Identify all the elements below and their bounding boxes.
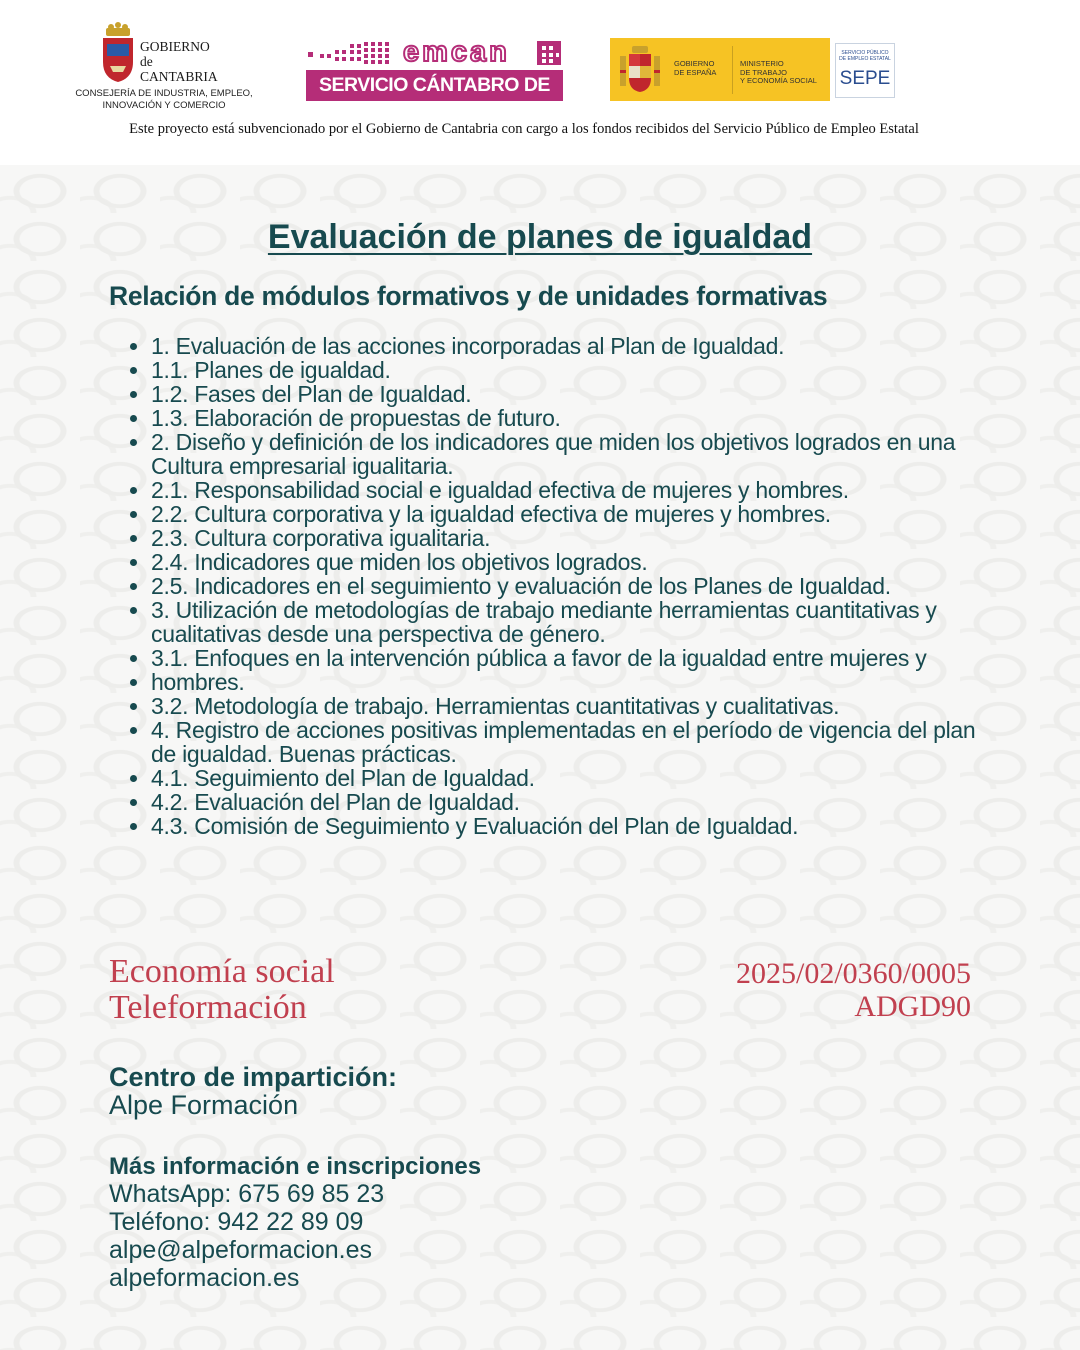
module-item: • 4.1. Seguimiento del Plan de Igualdad. bbox=[151, 766, 981, 790]
sepe-full-name: SERVICIO PÚBLICO DE EMPLEO ESTATAL bbox=[839, 50, 891, 62]
module-item: • 3.1. Enfoques en la intervención pública a favor de la igualdad entre mujeres y bbox=[151, 646, 981, 670]
module-item: • 1.1. Planes de igualdad. bbox=[151, 358, 981, 382]
logo-divider bbox=[732, 46, 733, 94]
module-item: • 1. Evaluación de las acciones incorporadas al Plan de Igualdad. bbox=[151, 334, 981, 358]
sepe-logo bbox=[835, 43, 895, 98]
module-item: • 2.1. Responsabilidad social e igualdad efectiva de mujeres y hombres. bbox=[151, 478, 981, 502]
module-item: • 1.2. Fases del Plan de Igualdad. bbox=[151, 382, 981, 406]
gobierno-cantabria-logo bbox=[70, 22, 258, 114]
sepe-acronym: SEPE bbox=[839, 68, 891, 89]
module-item: • 4.3. Comisión de Seguimiento y Evaluación del Plan de Igualdad. bbox=[151, 814, 981, 838]
contact-whatsapp[interactable]: WhatsApp: 675 69 85 23 bbox=[109, 1180, 385, 1208]
contact-list bbox=[109, 1180, 384, 1292]
module-item: • 2. Diseño y definición de los indicadores que miden los objetivos logrados en una Cultura empresarial igualitaria. bbox=[151, 430, 981, 478]
gobierno-cantabria-name: GOBIERNO de CANTABRIA bbox=[140, 39, 218, 84]
module-item: • 3.2. Metodología de trabajo. Herramientas cuantitativas y cualitativas. bbox=[151, 694, 981, 718]
gobierno-espana-label: GOBIERNO DE ESPAÑA bbox=[674, 59, 717, 77]
cantabria-crest-icon bbox=[100, 22, 136, 84]
module-item: • hombres. bbox=[151, 670, 981, 694]
contact-phone[interactable]: Teléfono: 942 22 89 09 bbox=[109, 1208, 364, 1236]
emcan-wordmark: emcan bbox=[403, 36, 510, 68]
module-item: • 4. Registro de acciones positivas implementadas en el período de vigencia del plan de igualdad. Buenas prácticas. bbox=[151, 718, 981, 766]
module-item: • 2.4. Indicadores que miden los objetivos logrados. bbox=[151, 550, 981, 574]
file-code: 2025/02/0360/0005 bbox=[735, 957, 971, 990]
module-item: • 4.2. Evaluación del Plan de Igualdad. bbox=[151, 790, 981, 814]
funding-note: Este proyecto está subvencionado por el Gobierno de Cantabria con cargo a los fondos recibidos del Servicio Público de Empleo Estatal bbox=[129, 121, 919, 137]
course-area: Economía social bbox=[109, 953, 335, 990]
contact-email[interactable]: alpe@alpeformacion.es bbox=[109, 1236, 373, 1264]
emcan-logo bbox=[306, 36, 563, 127]
module-item: • 2.5. Indicadores en el seguimiento y evaluación de los Planes de Igualdad. bbox=[151, 574, 981, 598]
spain-coat-of-arms-icon bbox=[618, 44, 662, 94]
header bbox=[0, 0, 1080, 165]
emcan-tagline: SERVICIO CÁNTABRO DE EMPLEO bbox=[306, 70, 563, 101]
module-item: • 2.3. Cultura corporativa igualitaria. bbox=[151, 526, 981, 550]
specialty-code: ADGD90 bbox=[854, 990, 971, 1023]
course-title: Evaluación de planes de igualdad bbox=[267, 218, 813, 256]
modules-list bbox=[151, 334, 981, 838]
gobierno-espana-logo bbox=[610, 38, 830, 101]
course-area-modality bbox=[109, 954, 335, 1026]
course-modality: Teleformación bbox=[109, 989, 307, 1026]
ministerio-label: MINISTERIO DE TRABAJO Y ECONOMÍA SOCIAL bbox=[740, 59, 817, 85]
module-item: • 3. Utilización de metodologías de trabajo mediante herramientas cuantitativas y cualitativas desde una perspectiva de género. bbox=[151, 598, 981, 646]
centre-label: Centro de impartición: bbox=[109, 1062, 398, 1092]
modules-subtitle: Relación de módulos formativos y de unidades formativas bbox=[109, 281, 828, 311]
centre-name: Alpe Formación bbox=[109, 1090, 299, 1120]
contact-website[interactable]: alpeformacion.es bbox=[109, 1264, 300, 1292]
module-item: • 2.2. Cultura corporativa y la igualdad efectiva de mujeres y hombres. bbox=[151, 502, 981, 526]
course-codes bbox=[736, 957, 971, 1023]
consejeria-name: CONSEJERÍA DE INDUSTRIA, EMPLEO, INNOVACIÓN Y COMERCIO bbox=[75, 88, 253, 111]
module-item: • 1.3. Elaboración de propuestas de futuro. bbox=[151, 406, 981, 430]
contact-label: Más información e inscripciones bbox=[109, 1153, 482, 1180]
